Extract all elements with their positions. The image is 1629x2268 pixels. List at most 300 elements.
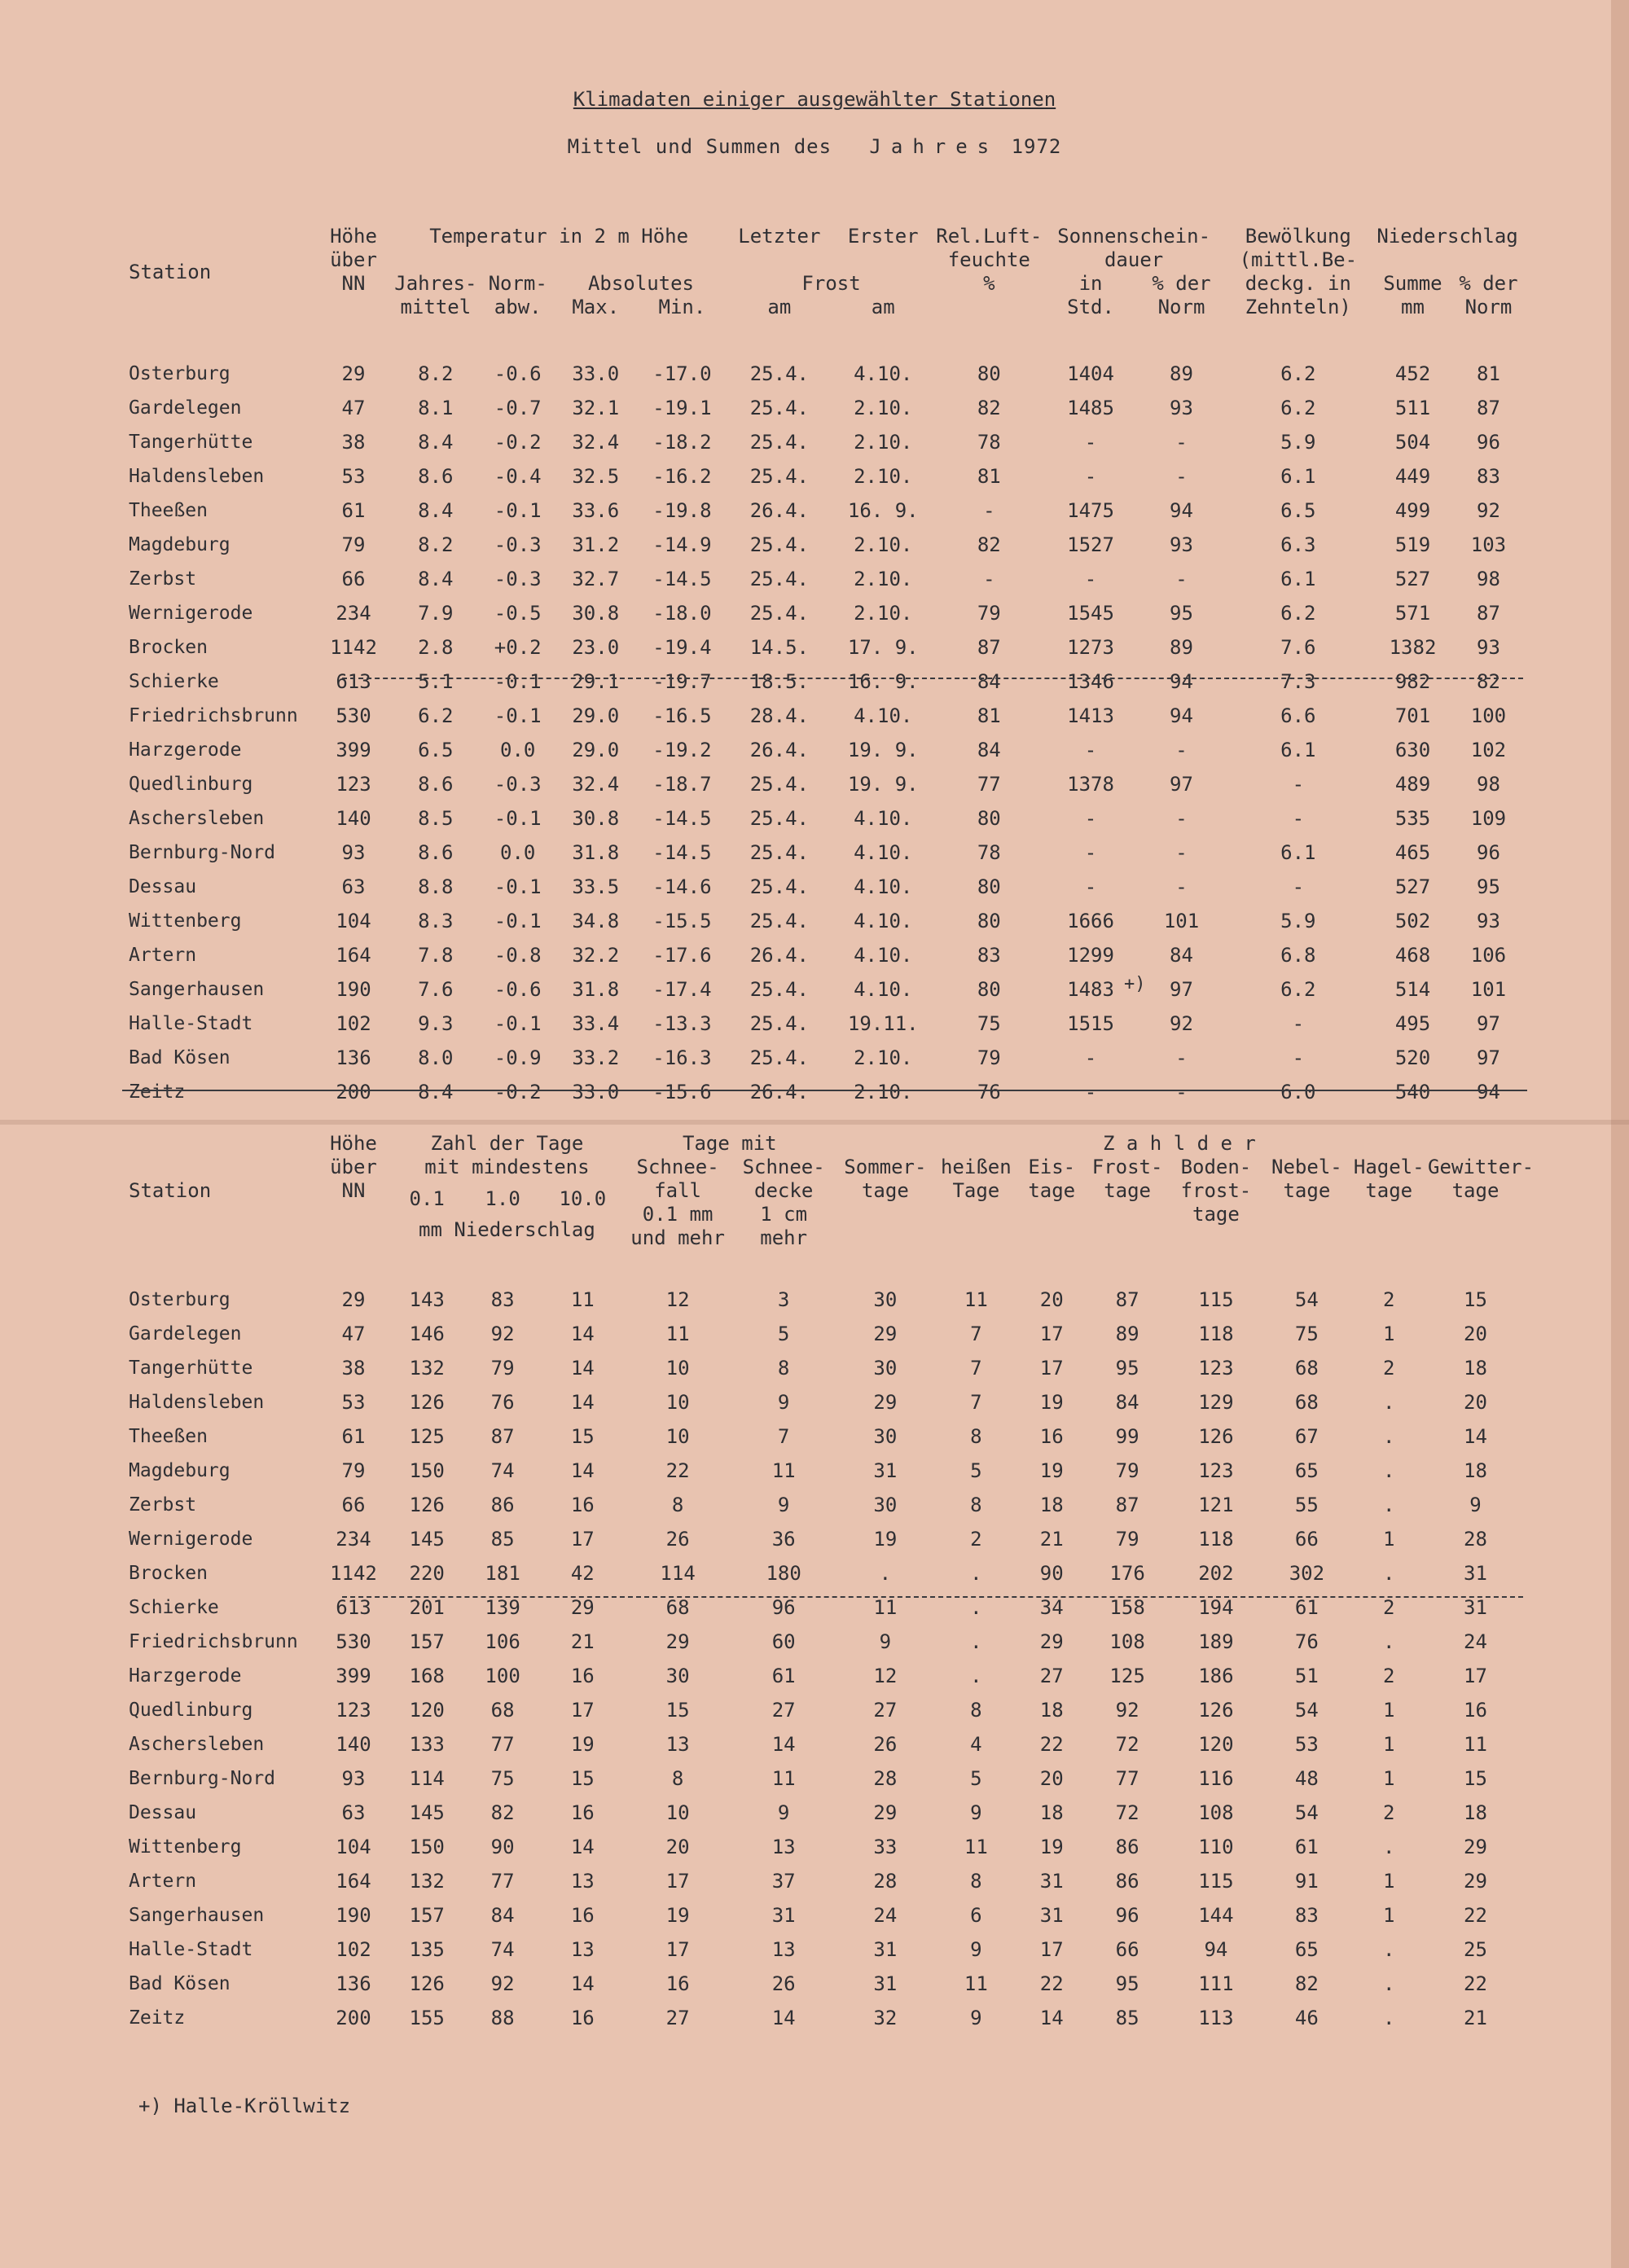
t1-cell-nied-pct: 83 — [1477, 465, 1500, 488]
t1-cell-min: -19.8 — [652, 499, 712, 522]
col-sonne-std — [1043, 272, 1139, 319]
t2-cell-schneedecke: 9 — [777, 1391, 790, 1414]
t2-row — [122, 1898, 1523, 1932]
na-line2: abw. — [494, 296, 542, 318]
std-line2: Std. — [1067, 296, 1114, 318]
t1-cell-sonne-std: - — [1084, 807, 1097, 830]
t2-cell-eis: 17 — [1039, 1938, 1064, 1961]
t2-cell-frost: 72 — [1115, 1801, 1139, 1824]
t2-cell-p01: 114 — [409, 1767, 445, 1790]
t1-cell-letzter-frost: 25.4. — [749, 807, 809, 830]
t1-row — [122, 494, 1523, 528]
t1-cell-rel-luftfeuchte: 82 — [977, 397, 1001, 419]
t1-cell-sonne-pct: - — [1175, 841, 1188, 864]
t2-cell-p01: 132 — [409, 1357, 445, 1380]
t1-cell-rel-luftfeuchte: 75 — [977, 1012, 1001, 1035]
t1-cell-erster-frost: 2.10. — [854, 1081, 913, 1103]
t2-cell-gewitter: 28 — [1464, 1528, 1487, 1551]
t1-cell-letzter-frost: 25.4. — [749, 568, 809, 590]
t2-cell-eis: 31 — [1039, 1870, 1064, 1893]
t2-cell-gewitter: 14 — [1464, 1425, 1487, 1448]
t2-cell-hagel: 1 — [1383, 1323, 1395, 1345]
t2-row — [122, 1727, 1523, 1761]
t2-row — [122, 1659, 1523, 1693]
ge-line2: tage — [1451, 1179, 1499, 1202]
t1-row — [122, 733, 1523, 767]
t2-cell-eis: 22 — [1039, 1733, 1064, 1756]
t2-cell-schneedecke: 9 — [777, 1494, 790, 1516]
t1-cell-normabw: -0.4 — [494, 465, 542, 488]
t1-cell-erster-frost: 2.10. — [854, 568, 913, 590]
t2-cell-hagel: 1 — [1383, 1767, 1395, 1790]
t2-row — [122, 1796, 1523, 1830]
t2-col-group-zahl-der: Z a h l d e r — [1103, 1132, 1256, 1155]
t2-cell-heisse: 11 — [964, 1288, 988, 1311]
sd-line1: Schnee- — [742, 1156, 825, 1178]
t2-col-sommer — [836, 1156, 935, 1250]
t2-cell-bodenfrost: 118 — [1198, 1323, 1234, 1345]
t1-cell-nied-summe: 502 — [1394, 910, 1431, 932]
t1-cell-erster-frost: 16. 9. — [847, 499, 919, 522]
t2-cell-heisse: 5 — [970, 1459, 982, 1482]
t2-cell-p01: 150 — [409, 1459, 445, 1482]
t1-cell-nied-summe: 1382 — [1389, 636, 1437, 659]
t2-cell-heisse: 7 — [970, 1391, 982, 1414]
relluft-line2: feuchte — [947, 248, 1030, 271]
t2-cell-frost: 99 — [1115, 1425, 1139, 1448]
bew-line1: Bewölkung — [1245, 225, 1351, 248]
jm-line2: mittel — [400, 296, 472, 318]
t1-cell-bewoelkung: 5.9 — [1280, 431, 1316, 454]
std-line1: in — [1078, 272, 1103, 295]
t2-row — [122, 1250, 1523, 1317]
t2-cell-nebel: 83 — [1294, 1904, 1319, 1927]
t1-cell-normabw: -0.3 — [494, 533, 542, 556]
t2-cell-bodenfrost: 121 — [1198, 1494, 1234, 1516]
t2-cell-frost: 95 — [1115, 1357, 1139, 1380]
t1-cell-bewoelkung: - — [1292, 875, 1305, 898]
t2-cell-schneefall: 114 — [660, 1562, 696, 1585]
t2-cell-nebel: 54 — [1294, 1801, 1319, 1824]
t2-cell-nebel: 66 — [1294, 1528, 1319, 1551]
npct-line1: % der — [1459, 272, 1518, 295]
t1-cell-erster-frost: 4.10. — [854, 841, 913, 864]
t1-cell-sonne-pct: 95 — [1170, 602, 1193, 625]
col-frost: Frost — [801, 272, 861, 295]
t1-cell-station: Gardelegen — [129, 397, 242, 419]
t1-cell-erster-frost: 4.10. — [854, 362, 913, 385]
t2-cell-eis: 18 — [1039, 1699, 1064, 1722]
t2-row — [122, 1419, 1523, 1454]
t2-cell-p01: 155 — [409, 2007, 445, 2029]
t2-cell-eis: 20 — [1039, 1767, 1064, 1790]
t1-cell-station: Aschersleben — [129, 808, 265, 829]
t2-cell-p10: 92 — [490, 1323, 515, 1345]
t2-cell-p100: 19 — [570, 1733, 595, 1756]
t2-cell-schneedecke: 3 — [777, 1288, 790, 1311]
sd-line4: mehr — [760, 1226, 808, 1249]
t2-cell-station: Zerbst — [129, 1494, 197, 1516]
t2-cell-bodenfrost: 189 — [1198, 1630, 1234, 1653]
t2-cell-nebel: 91 — [1294, 1870, 1319, 1893]
t2-cell-nebel: 302 — [1289, 1562, 1325, 1585]
t2-cell-heisse: 4 — [970, 1733, 982, 1756]
t1-row — [122, 699, 1523, 733]
t2-cell-hoehe: 53 — [341, 1391, 366, 1414]
t2-cell-station: Quedlinburg — [129, 1700, 253, 1721]
t2-cell-station: Bad Kösen — [129, 1973, 231, 1994]
t2-cell-p01: 120 — [409, 1699, 445, 1722]
t2-col-hagel — [1350, 1156, 1428, 1250]
t2-cell-bodenfrost: 108 — [1198, 1801, 1234, 1824]
t1-cell-nied-summe: 520 — [1394, 1046, 1431, 1069]
t2-cell-hagel: 1 — [1383, 1699, 1395, 1722]
t2-cell-schneefall: 30 — [665, 1665, 690, 1687]
t2-cell-heisse: . — [970, 1630, 982, 1653]
t1-cell-min: -18.0 — [652, 602, 712, 625]
t2-cell-schneedecke: 37 — [771, 1870, 796, 1893]
t2-cell-bodenfrost: 110 — [1198, 1836, 1234, 1858]
t2-cell-hoehe: 190 — [336, 1904, 371, 1927]
t1-cell-bewoelkung: 6.2 — [1280, 397, 1316, 419]
t1-cell-letzter-frost: 28.4. — [749, 704, 809, 727]
t2-cell-schneefall: 10 — [665, 1425, 690, 1448]
t2-cell-bodenfrost: 94 — [1204, 1938, 1228, 1961]
t2-cell-p01: 145 — [409, 1528, 445, 1551]
t1-cell-letzter-frost: 14.5. — [749, 636, 809, 659]
t1-cell-sonne-pct: - — [1175, 431, 1188, 454]
t2-cell-gewitter: 18 — [1464, 1459, 1487, 1482]
t1-cell-erster-frost: 4.10. — [854, 944, 913, 967]
t1-cell-nied-pct: 101 — [1470, 978, 1507, 1001]
t2-cell-hoehe: 123 — [336, 1699, 371, 1722]
t2-cell-sommer: 29 — [873, 1391, 898, 1414]
sf-line3: 0.1 mm — [642, 1203, 714, 1226]
t2-cell-p100: 17 — [570, 1699, 595, 1722]
t1-cell-sonne-std: 1299 — [1067, 944, 1114, 967]
t2-cell-hagel: 1 — [1383, 1870, 1395, 1893]
t1-cell-sonne-std: - — [1084, 568, 1097, 590]
t1-cell-max: 30.8 — [572, 807, 620, 830]
t1-cell-sonne-std: - — [1084, 465, 1097, 488]
t2-cell-nebel: 65 — [1294, 1938, 1319, 1961]
t1-cell-nied-summe: 514 — [1394, 978, 1431, 1001]
table-day-counts — [122, 1132, 1535, 2035]
t2-cell-hagel: . — [1383, 2007, 1395, 2029]
t2-cell-bodenfrost: 116 — [1198, 1767, 1234, 1790]
t1-cell-hoehe: 104 — [336, 910, 371, 932]
t1-cell-nied-pct: 87 — [1477, 397, 1500, 419]
t2-cell-p100: 16 — [570, 2007, 595, 2029]
t1-cell-nied-pct: 106 — [1470, 944, 1507, 967]
t2-cell-hoehe: 63 — [341, 1801, 366, 1824]
t1-cell-erster-frost: 2.10. — [854, 431, 913, 454]
t1-cell-station: Halle-Stadt — [129, 1013, 253, 1034]
t2-cell-frost: 79 — [1115, 1459, 1139, 1482]
t1-cell-sonne-pct: 84 — [1170, 944, 1193, 967]
t2-cell-schneefall: 17 — [665, 1938, 690, 1961]
t1-cell-sonne-std: 1527 — [1067, 533, 1114, 556]
t2-cell-sommer: 28 — [873, 1870, 898, 1893]
col-sonne-pct — [1138, 272, 1224, 319]
t1-cell-max: 32.5 — [572, 465, 620, 488]
col-station: Station — [129, 260, 212, 283]
t1-cell-nied-summe: 982 — [1394, 670, 1431, 693]
t1-cell-bewoelkung: 7.3 — [1280, 670, 1316, 693]
t1-cell-erster-frost: 2.10. — [854, 602, 913, 625]
t2-cell-heisse: . — [970, 1596, 982, 1619]
t1-cell-rel-luftfeuchte: 83 — [977, 944, 1001, 967]
t1-cell-normabw: +0.2 — [494, 636, 542, 659]
t2-cell-heisse: 8 — [970, 1494, 982, 1516]
t2-cell-p01: 145 — [409, 1801, 445, 1824]
t2-row — [122, 1830, 1523, 1864]
t2-cell-nebel: 82 — [1294, 1972, 1319, 1995]
t2-col-frost — [1087, 1156, 1169, 1250]
t1-cell-jahresmittel: 6.5 — [418, 739, 454, 761]
t2-cell-gewitter: 31 — [1464, 1596, 1487, 1619]
t1-cell-normabw: -0.1 — [494, 670, 542, 693]
col-group-sonnenschein — [1043, 225, 1225, 272]
t1-cell-hoehe: 234 — [336, 602, 371, 625]
t2-cell-frost: 66 — [1115, 1938, 1139, 1961]
t2-cell-sommer: 30 — [873, 1357, 898, 1380]
t1-cell-sonne-pct: 92 — [1170, 1012, 1193, 1035]
t2-cell-schneedecke: 31 — [771, 1904, 796, 1927]
t1-cell-nied-pct: 95 — [1477, 875, 1500, 898]
t2-cell-bodenfrost: 115 — [1198, 1870, 1234, 1893]
t1-cell-max: 33.0 — [572, 362, 620, 385]
zt-line2: mit mindestens — [424, 1156, 590, 1178]
t2-row — [122, 2001, 1523, 2035]
t2-cell-eis: 29 — [1039, 1630, 1064, 1653]
t1-cell-letzter-frost: 25.4. — [749, 1012, 809, 1035]
t2-cell-hagel: 1 — [1383, 1733, 1395, 1756]
t2-cell-hagel: . — [1383, 1836, 1395, 1858]
t1-cell-nied-summe: 540 — [1394, 1081, 1431, 1103]
t1-cell-station: Bernburg-Nord — [129, 842, 276, 863]
t1-row — [122, 836, 1523, 870]
t1-cell-bewoelkung: 6.5 — [1280, 499, 1316, 522]
t2-cell-hoehe: 61 — [341, 1425, 366, 1448]
t2-cell-p10: 76 — [490, 1391, 515, 1414]
t2-cell-p10: 87 — [490, 1425, 515, 1448]
t1-cell-bewoelkung: 6.3 — [1280, 533, 1316, 556]
t2-cell-sommer: 29 — [873, 1801, 898, 1824]
t1-cell-sonne-std: - — [1084, 1081, 1097, 1103]
t2-cell-p10: 86 — [490, 1494, 515, 1516]
t2-cell-nebel: 61 — [1294, 1596, 1319, 1619]
t2-cell-p100: 15 — [570, 1767, 595, 1790]
t2-cell-hoehe: 140 — [336, 1733, 371, 1756]
t2-cell-bodenfrost: 123 — [1198, 1357, 1234, 1380]
t1-cell-bewoelkung: 6.2 — [1280, 602, 1316, 625]
t1-cell-hoehe: 29 — [341, 362, 366, 385]
t1-cell-erster-frost: 19.11. — [847, 1012, 919, 1035]
t2-col-bodenfrost — [1169, 1156, 1264, 1250]
t2-cell-station: Gardelegen — [129, 1323, 242, 1345]
subtitle-prefix: Mittel und Summen des — [567, 135, 832, 158]
t2-cell-sommer: . — [879, 1562, 892, 1585]
t1-cell-erster-frost: 19. 9. — [847, 739, 919, 761]
na-line1: Norm- — [488, 272, 547, 295]
t1-cell-sonne-std: - — [1084, 431, 1097, 454]
t2-cell-gewitter: 15 — [1464, 1767, 1487, 1790]
col-jahresmittel — [390, 272, 481, 319]
t2-row — [122, 1556, 1523, 1590]
sf-line1: Schnee- — [636, 1156, 719, 1178]
t2-cell-schneefall: 8 — [671, 1767, 684, 1790]
t2-cell-bodenfrost: 144 — [1198, 1904, 1234, 1927]
hoehe-line2: über — [330, 248, 377, 271]
t2-cell-p100: 16 — [570, 1494, 595, 1516]
t1-cell-sonne-pct: 101 — [1163, 910, 1200, 932]
t1-cell-erster-frost: 2.10. — [854, 465, 913, 488]
t1-cell-letzter-frost: 25.4. — [749, 362, 809, 385]
summe-line2: mm — [1401, 296, 1425, 318]
t1-cell-hoehe: 66 — [341, 568, 366, 590]
t2-row — [122, 1351, 1523, 1385]
t2-cell-p01: 126 — [409, 1972, 445, 1995]
t2-cell-station: Friedrichsbrunn — [129, 1631, 298, 1652]
t2-cell-station: Sangerhausen — [129, 1905, 265, 1926]
t2-cell-p01: 143 — [409, 1288, 445, 1311]
t2-cell-heisse: 2 — [970, 1528, 982, 1551]
t2-cell-bodenfrost: 129 — [1198, 1391, 1234, 1414]
t1-cell-bewoelkung: 6.8 — [1280, 944, 1316, 967]
t2-col-gewitter — [1428, 1156, 1535, 1250]
t2-cell-p10: 84 — [490, 1904, 515, 1927]
t1-cell-nied-pct: 98 — [1477, 773, 1500, 796]
t1-cell-max: 31.8 — [572, 978, 620, 1001]
so-line2: tage — [861, 1179, 909, 1202]
t2-cell-p100: 21 — [570, 1630, 595, 1653]
t1-cell-nied-summe: 489 — [1394, 773, 1431, 796]
t1-cell-bewoelkung: 6.1 — [1280, 739, 1316, 761]
t1-cell-max: 33.6 — [572, 499, 620, 522]
t1-cell-erster-frost: 2.10. — [854, 397, 913, 419]
t2-cell-nebel: 55 — [1294, 1494, 1319, 1516]
t2-cell-schneefall: 10 — [665, 1801, 690, 1824]
t2-cell-schneefall: 20 — [665, 1836, 690, 1858]
t2-col-p01: 0.1 — [409, 1187, 445, 1210]
t2-row — [122, 1317, 1523, 1351]
t1-cell-letzter-frost: 26.4. — [749, 499, 809, 522]
t1-cell-min: -19.4 — [652, 636, 712, 659]
t2-cell-frost: 176 — [1109, 1562, 1145, 1585]
t2-cell-p10: 90 — [490, 1836, 515, 1858]
t2-cell-p10: 85 — [490, 1528, 515, 1551]
t2-cell-p10: 74 — [490, 1938, 515, 1961]
t1-cell-hoehe: 61 — [341, 499, 366, 522]
t1-cell-sonne-pct: 93 — [1170, 397, 1193, 419]
t1-cell-max: 32.1 — [572, 397, 620, 419]
t1-cell-hoehe: 399 — [336, 739, 371, 761]
t2-cell-sommer: 31 — [873, 1459, 898, 1482]
t1-row — [122, 904, 1523, 938]
table-annual-means — [122, 225, 1523, 1109]
t2-cell-frost: 84 — [1115, 1391, 1139, 1414]
t1-cell-hoehe: 102 — [336, 1012, 371, 1035]
t2-cell-station: Haldensleben — [129, 1392, 265, 1413]
t2-cell-p01: 135 — [409, 1938, 445, 1961]
t1-cell-normabw: -0.8 — [494, 944, 542, 967]
t1-cell-letzter-frost: 25.4. — [749, 910, 809, 932]
sd-line2: decke — [754, 1179, 814, 1202]
t1-cell-jahresmittel: 8.5 — [418, 807, 454, 830]
t1-cell-min: -17.0 — [652, 362, 712, 385]
t1-cell-bewoelkung: 5.9 — [1280, 910, 1316, 932]
col-erster-am: am — [871, 296, 895, 318]
t1-cell-nied-pct: 97 — [1477, 1012, 1500, 1035]
t2-cell-p10: 88 — [490, 2007, 515, 2029]
t1-cell-rel-luftfeuchte: 82 — [977, 533, 1001, 556]
t1-cell-nied-summe: 452 — [1394, 362, 1431, 385]
t1-cell-bewoelkung: 7.6 — [1280, 636, 1316, 659]
t1-cell-bewoelkung: 6.1 — [1280, 568, 1316, 590]
spct-line1: % der — [1152, 272, 1211, 295]
t2-cell-p100: 11 — [570, 1288, 595, 1311]
t1-cell-nied-summe: 527 — [1394, 568, 1431, 590]
t2-cell-schneefall: 22 — [665, 1459, 690, 1482]
t1-cell-min: -16.3 — [652, 1046, 712, 1069]
t2-cell-p01: 168 — [409, 1665, 445, 1687]
t2-col-p10: 1.0 — [485, 1187, 520, 1210]
t1-cell-hoehe: 38 — [341, 431, 366, 454]
t1-cell-nied-pct: 96 — [1477, 841, 1500, 864]
t2-col-heisse — [935, 1156, 1017, 1250]
sf-line4: und mehr — [630, 1226, 725, 1249]
col-nied-pct — [1454, 272, 1523, 319]
t1-cell-letzter-frost: 25.4. — [749, 875, 809, 898]
t1-cell-nied-pct: 87 — [1477, 602, 1500, 625]
t1-cell-hoehe: 1142 — [330, 636, 377, 659]
t2-cell-schneefall: 17 — [665, 1870, 690, 1893]
t2-cell-gewitter: 24 — [1464, 1630, 1487, 1653]
t1-cell-jahresmittel: 8.1 — [418, 397, 454, 419]
t2-cell-hagel: 2 — [1383, 1596, 1395, 1619]
t1-cell-sonne-std: 1666 — [1067, 910, 1114, 932]
t1-cell-jahresmittel: 9.3 — [418, 1012, 454, 1035]
t1-cell-station: Brocken — [129, 637, 208, 658]
t1-cell-letzter-frost: 26.4. — [749, 739, 809, 761]
t2-cell-schneefall: 16 — [665, 1972, 690, 1995]
t2-cell-station: Magdeburg — [129, 1460, 231, 1481]
t2-cell-frost: 72 — [1115, 1733, 1139, 1756]
t2-cell-frost: 96 — [1115, 1904, 1139, 1927]
t2-cell-heisse: 9 — [970, 1938, 982, 1961]
document-subtitle — [0, 135, 1629, 158]
t1-row — [122, 391, 1523, 425]
paper-edge — [1611, 0, 1629, 2268]
t1-cell-normabw: -0.2 — [494, 431, 542, 454]
t2-row — [122, 1454, 1523, 1488]
hoehe-line1: Höhe — [330, 225, 377, 248]
t1-cell-nied-summe: 499 — [1394, 499, 1431, 522]
t1-cell-bewoelkung: 6.2 — [1280, 978, 1316, 1001]
t2-col-group-tage-mit: Tage mit — [683, 1132, 777, 1155]
t2-cell-bodenfrost: 111 — [1198, 1972, 1234, 1995]
t1-cell-sonne-std: 1404 — [1067, 362, 1114, 385]
t2-cell-heisse: 7 — [970, 1323, 982, 1345]
t2-cell-schneefall: 68 — [665, 1596, 690, 1619]
divider-solid — [122, 1090, 1527, 1091]
t2-cell-hagel: 2 — [1383, 1357, 1395, 1380]
t1-cell-rel-luftfeuchte: 84 — [977, 739, 1001, 761]
t1-cell-normabw: 0.0 — [500, 739, 536, 761]
t2-col-group-zahl-tage — [390, 1132, 624, 1187]
relluft-line1: Rel.Luft- — [936, 225, 1043, 248]
